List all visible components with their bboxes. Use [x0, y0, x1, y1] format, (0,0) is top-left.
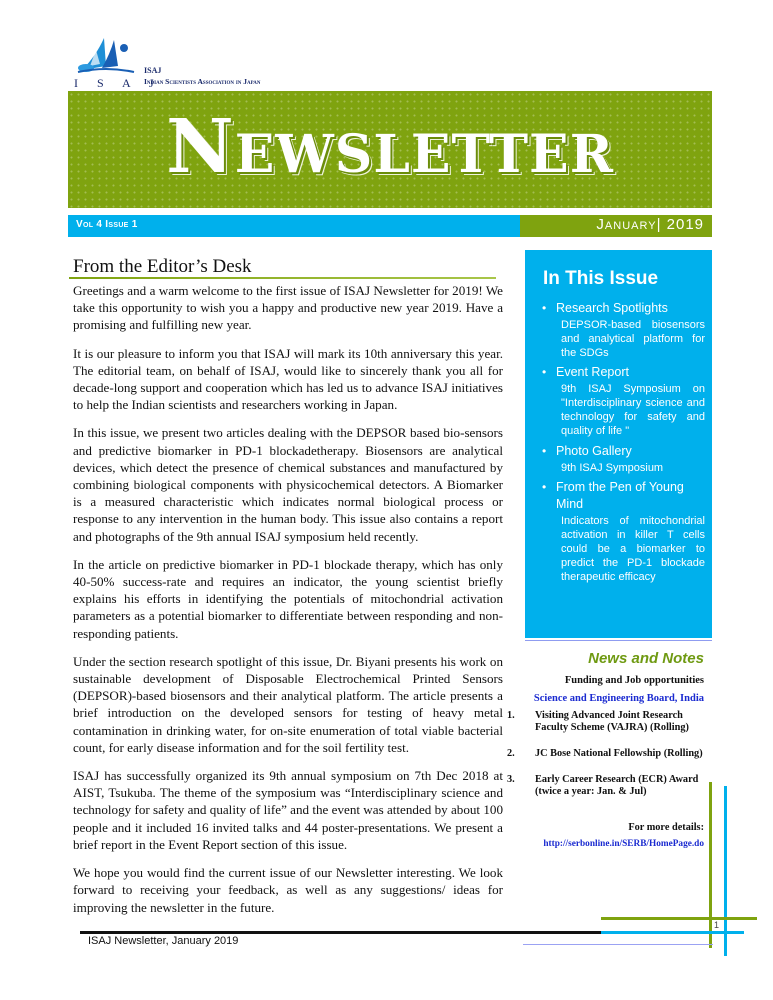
- page-number: 1: [714, 920, 720, 930]
- in-this-issue-box: [525, 250, 712, 638]
- volume-issue-label: Vol 4 Issue 1: [76, 219, 138, 230]
- bullet-icon: •: [542, 443, 547, 458]
- logo-letters: I S A J: [74, 76, 162, 90]
- news-item-number: 3.: [507, 774, 515, 785]
- isaj-logo: [68, 36, 268, 92]
- editor-heading-rule: [69, 277, 496, 279]
- decor-line-lavender: [523, 944, 713, 945]
- more-details-label: For more details:: [628, 822, 704, 833]
- banner-title: Newsletter: [166, 104, 614, 190]
- editor-paragraph: Under the section research spotlight of this issue, Dr. Biyani presents his work on sustainable development of Disposable Electrochemical Printed Sensors (DEPSOR)-based biosensors and their analytical platform. The article presents a brief introduction on the developed sensors for testing of heavy metal contamination in drinking water, for on-site enumeration of total viable bacterial count, for early disease information and for the soil fertility test.: [73, 653, 503, 755]
- news-title: News and Notes: [588, 650, 704, 667]
- editor-paragraph: We hope you would find the current issue of our Newsletter interesting. We look forward to receiving your feedback, as well as any suggestions/ ideas for improving the newsletter in the future.: [73, 865, 503, 915]
- logo-full-name: Indian Scientists Association in Japan: [144, 77, 261, 86]
- news-item-text: Visiting Advanced Joint Research Faculty Scheme (VAJRA) (Rolling): [535, 710, 689, 733]
- editor-paragraph: ISAJ has successfully organized its 9th annual symposium on 7th Dec 2018 at AIST, Tsukuba. The theme of the symposium was “Interdisciplinary science and technology for safety and quality of life” and the event was attended by about 100 people and it included 16 invited talks and 44 poster-presentations. We present a brief report in the Event Report section of this issue.: [73, 768, 503, 852]
- toc-item-desc: 9th ISAJ Symposium on "Interdisciplinary science and technology for safety and quality of life ": [561, 383, 705, 437]
- news-item: [507, 748, 707, 760]
- logo-acronym: ISAJ: [144, 66, 162, 75]
- news-item-number: 2.: [507, 748, 515, 759]
- date-strip: [520, 215, 712, 237]
- toc-item-label: From the Pen of Young Mind: [556, 480, 684, 512]
- decor-line-green-vertical: [709, 782, 712, 948]
- toc-item-young-mind[interactable]: [539, 479, 705, 584]
- toc-item-desc: 9th ISAJ Symposium: [561, 461, 664, 474]
- toc-item-label: Event Report: [556, 365, 629, 380]
- bullet-icon: •: [542, 480, 547, 495]
- editor-body: [73, 282, 503, 927]
- toc-item-desc: DEPSOR-based biosensors and analytical platform for the SDGs: [561, 319, 705, 359]
- toc-title: In This Issue: [543, 268, 659, 289]
- decor-line-green-horizontal: [601, 917, 757, 920]
- editor-paragraph: Greetings and a warm welcome to the first issue of ISAJ Newsletter for 2019! We take this opportunity to wish you a happy and productive new year 2019. Have a promising and fulfilling new year.: [73, 283, 503, 333]
- news-item-text: Early Career Research (ECR) Award (twice a year: Jan. & Jul): [535, 774, 699, 797]
- news-item: [507, 710, 707, 734]
- footer-rule: [80, 931, 601, 934]
- toc-item-research-spotlights[interactable]: [539, 300, 705, 360]
- bullet-icon: •: [542, 365, 547, 380]
- news-item-number: 1.: [507, 710, 515, 721]
- news-item: [507, 774, 707, 798]
- bullet-icon: •: [542, 301, 547, 315]
- editor-paragraph: In the article on predictive biomarker in PD-1 blockade therapy, which has only 40-50% success-rate and requires an indicator, the young scientist briefly explains his efforts in identifying the potentials of mitochondrial activation parameters as a potential biomarker to differentiate between responding and non-responding patients.: [73, 556, 503, 641]
- toc-item-label: Research Spotlights: [556, 301, 668, 315]
- news-organization: Science and Engineering Board, India: [533, 693, 704, 704]
- sailboat-logo-icon: [76, 36, 136, 76]
- news-subtitle: Funding and Job opportunities: [564, 675, 704, 686]
- news-list: [507, 710, 707, 812]
- news-divider: [525, 640, 712, 641]
- toc-item-event-report[interactable]: [539, 364, 705, 438]
- editor-paragraph: It is our pleasure to inform you that ISAJ will mark its 10th anniversary this year. The editorial team, on behalf of ISAJ, would like to sincerely thank you all for decade-long support and cooperation which has led us to advance ISAJ initiatives to help the Indian scientists and researchers working in Japan.: [73, 345, 503, 413]
- toc-list: [539, 300, 705, 588]
- editor-paragraph: In this issue, we present two articles dealing with the DEPSOR based bio-sensors and predictive biomarker in PD-1 blockadetherapy. Biosensors are analytical devices, which detect the presence of chemical substances and manufactured by combining biological components with physicochemical detectors. A Biomarker is a measured characteristic which indicates normal biological process or response to any intervention in the human body. This issue also contains a report and photographs of the 9th annual ISAJ symposium held recently.: [73, 425, 503, 544]
- toc-item-label: Photo Gallery: [556, 443, 632, 458]
- newsletter-banner: [68, 91, 712, 208]
- toc-item-desc: Indicators of mitochondrial activation in killer T cells could be a biomarker to predict the PD-1 blockade therapeutic efficacy: [561, 515, 705, 583]
- toc-item-photo-gallery[interactable]: [539, 443, 705, 476]
- volume-strip: [68, 215, 520, 237]
- editor-heading: From the Editor’s Desk: [73, 256, 252, 277]
- serb-link[interactable]: http://serbonline.in/SERB/HomePage.do: [543, 839, 704, 849]
- decor-line-blue-horizontal: [601, 931, 744, 934]
- footer-text: ISAJ Newsletter, January 2019: [88, 935, 239, 947]
- issue-date-label: January| 2019: [596, 216, 704, 233]
- news-item-text: JC Bose National Fellowship (Rolling): [535, 748, 703, 759]
